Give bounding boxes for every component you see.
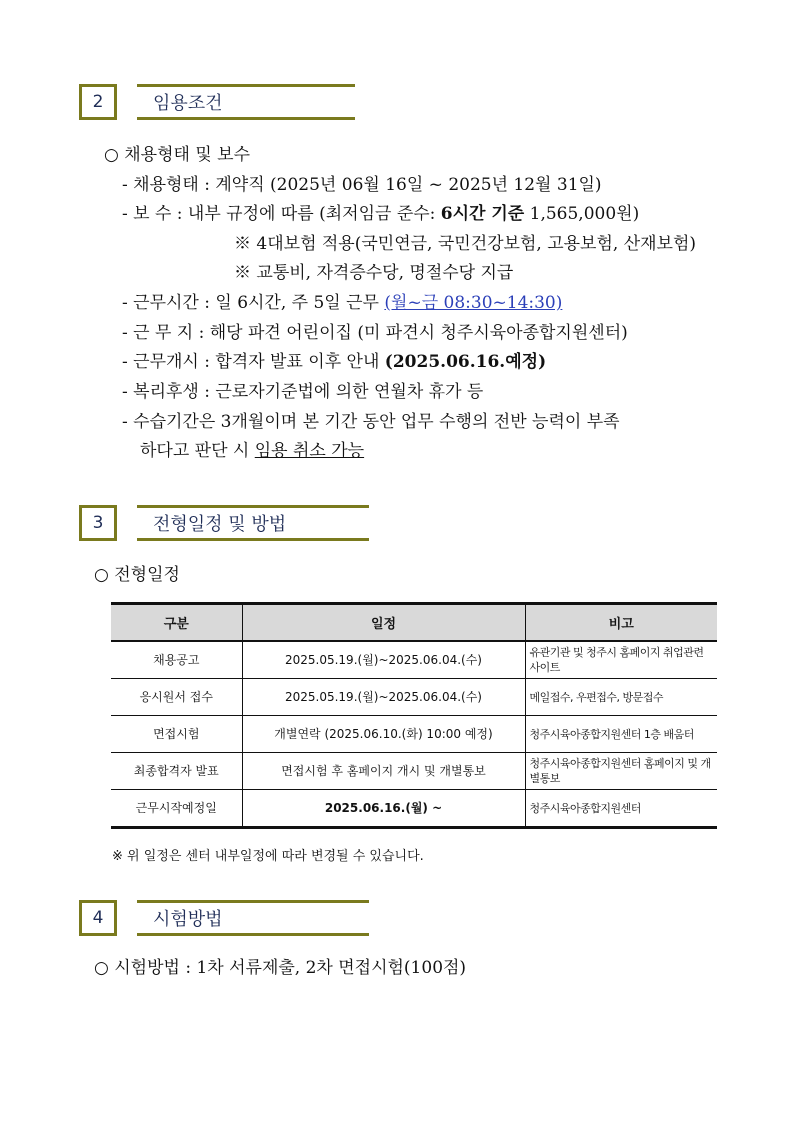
table-cell: 면접시험 후 홈페이지 개시 및 개별통보 <box>242 753 525 790</box>
table-cell: 근무시작예정일 <box>111 790 242 828</box>
salary-line <box>122 203 639 225</box>
table-cell: 면접시험 <box>111 716 242 753</box>
exam-method-line: ○ 시험방법 : 1차 서류제출, 2차 면접시험(100점) <box>94 958 467 978</box>
employment-heading: ○ 채용형태 및 보수 <box>104 145 250 165</box>
schedule-table <box>111 602 717 829</box>
probation-line-2 <box>140 440 364 462</box>
section-number: 3 <box>79 505 117 541</box>
work-hours-text: - 근무시간 : 일 6시간, 주 5일 근무 <box>122 293 385 313</box>
table-header-row <box>111 604 717 642</box>
schedule-footnote: ※ 위 일정은 센터 내부일정에 따라 변경될 수 있습니다. <box>112 849 424 864</box>
table-cell: 개별연락 (2025.06.10.(화) 10:00 예정) <box>242 716 525 753</box>
column-header: 비고 <box>525 604 717 642</box>
section-title: 시험방법 <box>137 900 369 936</box>
table-row <box>111 716 717 753</box>
probation-line: - 수습기간은 3개월이며 본 기간 동안 업무 수행의 전반 능력이 부족 <box>122 412 620 432</box>
workplace-line: - 근 무 지 : 해당 파견 어린이집 (미 파견시 청주시육아종합지원센터) <box>122 323 628 343</box>
section-number: 2 <box>79 84 117 120</box>
column-header: 구분 <box>111 604 242 642</box>
table-cell: 최종합격자 발표 <box>111 753 242 790</box>
start-text: - 근무개시 : 합격자 발표 이후 안내 <box>122 352 385 372</box>
probation-underline: 임용 취소 가능 <box>254 441 365 461</box>
section-title: 임용조건 <box>137 84 355 120</box>
table-cell: 유관기관 및 청주시 홈페이지 취업관련사이트 <box>525 641 717 679</box>
table-row <box>111 753 717 790</box>
employment-type-line: - 채용형태 : 계약직 (2025년 06월 16일 ~ 2025년 12월 31일) <box>122 175 602 195</box>
table-cell: 2025.06.16.(월) ~ <box>242 790 525 828</box>
work-hours-line <box>122 292 562 314</box>
probation-text: 하다고 판단 시 <box>140 441 255 461</box>
table-cell: 응시원서 접수 <box>111 679 242 716</box>
start-date: (2025.06.16.예정) <box>384 352 547 372</box>
table-cell: 메일접수, 우편접수, 방문접수 <box>525 679 717 716</box>
salary-text: - 보 수 : 내부 규정에 따름 (최저임금 준수: <box>122 204 441 224</box>
table-cell: 청주시육아종합지원센터 1층 배움터 <box>525 716 717 753</box>
table-row <box>111 641 717 679</box>
work-hours-link[interactable]: (월~금 08:30~14:30) <box>384 293 563 313</box>
salary-bold: 6시간 기준 <box>440 204 525 224</box>
salary-amount: 1,565,000원) <box>524 204 640 224</box>
section-title: 전형일정 및 방법 <box>137 505 369 541</box>
table-cell: 청주시육아종합지원센터 <box>525 790 717 828</box>
insurance-note: ※ 4대보험 적용(국민연금, 국민건강보험, 고용보험, 산재보험) <box>234 234 697 254</box>
column-header: 일정 <box>242 604 525 642</box>
allowance-note: ※ 교통비, 자격증수당, 명절수당 지급 <box>234 263 514 283</box>
table-row <box>111 790 717 828</box>
table-cell: 채용공고 <box>111 641 242 679</box>
table-cell: 청주시육아종합지원센터 홈페이지 및 개별통보 <box>525 753 717 790</box>
table-row <box>111 679 717 716</box>
table-cell: 2025.05.19.(월)~2025.06.04.(수) <box>242 641 525 679</box>
start-line <box>122 351 546 373</box>
welfare-line: - 복리후생 : 근로자기준법에 의한 연월차 휴가 등 <box>122 382 484 402</box>
schedule-heading: ○ 전형일정 <box>94 565 180 585</box>
section-number: 4 <box>79 900 117 936</box>
table-cell: 2025.05.19.(월)~2025.06.04.(수) <box>242 679 525 716</box>
